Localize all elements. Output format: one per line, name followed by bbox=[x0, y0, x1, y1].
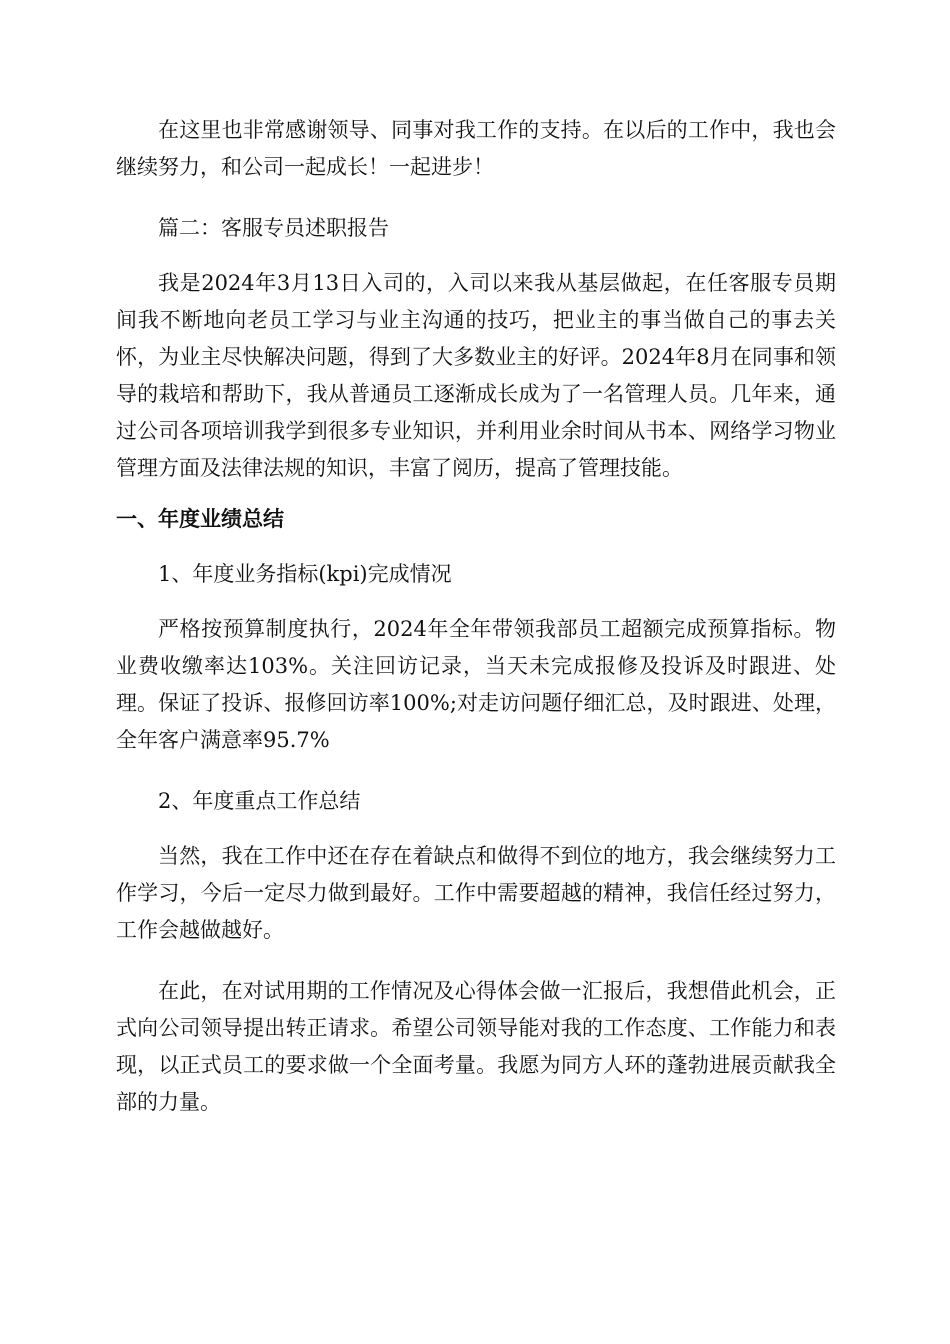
section-heading-annual-summary: 一、年度业绩总结 bbox=[116, 507, 284, 531]
paragraph-request: 在此，在对试用期的工作情况及心得体会做一汇报后，我想借此机会，正式向公司领导提出转正请求。希望公司领导能对我的工作态度、工作能力和表现，以正式员工的要求做一个全面考量。我愿为同方人环的蓬勃进展贡献我全部的力量。 bbox=[116, 979, 836, 1114]
article-title: 篇二：客服专员述职报告 bbox=[158, 216, 389, 240]
paragraph-kpi: 严格按预算制度执行，2024年全年带领我部员工超额完成预算指标。物业费收缴率达103%。关注回访记录，当天未完成报修及投诉及时跟进、处理。保证了投诉、报修回访率100%;对走访问题仔细汇总，及时跟进、处理，全年客户满意率95.7% bbox=[116, 617, 836, 752]
document-page bbox=[116, 112, 836, 1145]
paragraph-thanks: 在这里也非常感谢领导、同事对我工作的支持。在以后的工作中，我也会继续努力，和公司一起成长！一起进步！ bbox=[116, 118, 836, 179]
subheading-key-work: 2、年度重点工作总结 bbox=[158, 789, 361, 813]
subheading-kpi: 1、年度业务指标(kpi)完成情况 bbox=[158, 562, 452, 586]
paragraph-shortcoming: 当然，我在工作中还在存在着缺点和做得不到位的地方，我会继续努力工作学习，今后一定尽力做到最好。工作中需要超越的精神，我信任经过努力，工作会越做越好。 bbox=[116, 844, 836, 942]
paragraph-intro: 我是2024年3月13日入司的，入司以来我从基层做起，在任客服专员期间我不断地向老员工学习与业主沟通的技巧，把业主的事当做自己的事去关怀，为业主尽快解决问题，得到了大多数业主的好评。2024年8月在同事和领导的栽培和帮助下，我从普通员工逐渐成长成为了一名管理人员。几年来，通过公司各项培训我学到很多专业知识，并利用业余时间从书本、网络学习物业管理方面及法律法规的知识，丰富了阅历，提高了管理技能。 bbox=[116, 271, 836, 480]
